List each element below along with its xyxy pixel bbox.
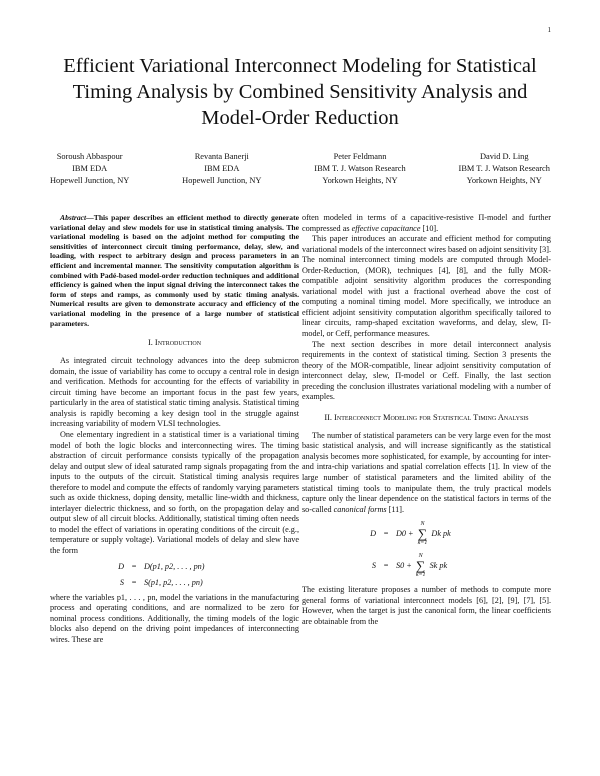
intro-paragraph-3: where the variables p1, . . . , pn, model the variations in the manufacturing process and operating conditions, and are normalized to be zero for nominal process conditions. Additionally, the timing models of the logic blocks also depend on the driving point impedances of interconnecting wires. These are (50, 592, 299, 644)
equation-lhs: D (118, 561, 124, 571)
equation-operator: = (383, 529, 389, 539)
equation-rhs: S(p1, p2, . . . , pn) (144, 577, 203, 587)
abstract (50, 213, 299, 328)
left-column (50, 213, 299, 645)
equation-term: Dk pk (431, 529, 451, 539)
emphasis: canonical forms (333, 504, 387, 514)
equation-operator: = (383, 561, 389, 571)
intro-paragraph-1: As integrated circuit technology advances into the deep submicron domain, the issue of variability has come to occupy a central role in design and verification. Methods for accounting for the effects of variability in circuit timing have become an important focus in the past few years, particularly in the area of statistical static timing analysis. Statistical timing analysis is rapidly becoming a key design tool in the struggle against increasing variability of modern VLSI technologies. (50, 356, 299, 429)
abstract-label: Abstract (60, 213, 87, 222)
equation-term: Sk pk (429, 561, 448, 571)
author-3 (314, 151, 405, 187)
intro-paragraph-2: One elementary ingredient in a statistical timer is a variational timing model of both the logic blocks and interconnecting wires. The timing abstraction of circuit performance consists typically of the propagation delay and output slew of ideal saturated ramp signals propagating from the inputs to the outputs of the circuit. Statistical timing analysis requires therefore to model and compute the effects of randomly varying parameters such as oxide thickness, doping density, metallic line-width and thickness, interlayer dielectric thickness, and so forth, on the propagation delay and output slew of all circuit blocks. Additionally, statistical timing often needs to model the effect of variations in operating conditions of the circuit (e.g., temperature or supply voltage). Variational models of delay and slew have the form (50, 429, 299, 555)
sum-lower-limit: k=1 (415, 572, 426, 579)
right-paragraph-3: The next section describes in more detail interconnect analysis requirements in the context of statistical timing. Section 3 presents the theory of the MOR-compatible, linear adjoint sensitivity computation of interconnect delay, slew, Π-model or Ceff. Finally, the last section preceding the conclusion illustrates variational modeling with a number of examples. (302, 339, 551, 402)
equation-rhs (396, 553, 551, 579)
author-affiliation: IBM T. J. Watson Research (458, 164, 550, 173)
author-location: Yorkown Heights, NY (322, 176, 398, 185)
right-column (302, 213, 551, 627)
sum-upper-limit: N (418, 553, 423, 560)
author-4 (459, 151, 550, 187)
sum-upper-limit: N (420, 521, 425, 528)
equation-rhs (396, 521, 551, 547)
equation-lhs: S (119, 577, 124, 587)
summation (416, 553, 426, 579)
section2-paragraph-2: The existing literature proposes a number of methods to compute more general forms of variational interconnect models [6], [2], [9], [7], [5]. However, when the target is just the canonical form, the linear coefficients are obtainable from the (302, 585, 551, 626)
author-location: Hopewell Junction, NY (50, 176, 130, 185)
equation-canonical-delay (302, 521, 551, 547)
abstract-text: —This paper describes an efficient method to directly generate variational delay and slew models for use in statistical timing analysis. The variational modeling is based on the adjoint method for computing the sensitivities of interconnect circuit timing performance, delay, slew, and loading, with respect to arbitrary design and process parameters in an efficient and incremental manner. The sensitivity computation algorithm is combined with Padé-based model-order reduction techniques and additional efficiency is gained when the input signal driving the interconnect takes the form of steps and ramps, as commonly used by static timing analysis. Numerical results are given to demonstrate accuracy and efficiency of the variational modeling in the presence of a large number of statistical parameters. (50, 213, 299, 328)
author-name: David D. Ling (479, 152, 529, 161)
page-number: 1 (547, 26, 551, 34)
author-affiliation: IBM EDA (204, 164, 240, 173)
section2-paragraph-1 (302, 431, 551, 515)
author-affiliation: IBM T. J. Watson Research (314, 164, 406, 173)
equation-lhs: D (370, 529, 376, 539)
author-1 (50, 151, 129, 187)
section-heading-introduction: I. Introduction (147, 338, 202, 348)
author-2 (182, 151, 261, 187)
sigma-icon: ∑ (417, 526, 428, 542)
equation-base: S0 + (396, 561, 412, 571)
author-location: Hopewell Junction, NY (182, 176, 262, 185)
equation-rhs: D(p1, p2, . . . , pn) (144, 561, 205, 571)
equation-lhs: S (371, 561, 376, 571)
author-name: Revanta Banerji (194, 152, 249, 161)
equation-operator: = (131, 577, 137, 587)
right-paragraph-1 (302, 213, 551, 234)
text-span: [10]. (420, 223, 439, 233)
sigma-icon: ∑ (416, 558, 426, 574)
author-location: Yorkown Heights, NY (466, 176, 542, 185)
author-affiliation: IBM EDA (72, 164, 108, 173)
equation-operator: = (131, 561, 137, 571)
section-heading-interconnect-modeling: II. Interconnect Modeling for Statistical Timing Analysis (324, 412, 529, 422)
author-block (50, 151, 550, 187)
equation-base: D0 + (396, 529, 414, 539)
text-span: often modeled in terms of a capacitive-resistive Π-model and further compressed as (302, 213, 551, 233)
equation-delay (50, 561, 299, 573)
emphasis: effective capacitance (351, 223, 421, 233)
paper-title: Efficient Variational Interconnect Modeling for Statistical Timing Analysis by Combined Sensitivity Analysis and Model-Order Reduction (63, 55, 537, 129)
equation-slew (50, 577, 299, 589)
author-name: Soroush Abbaspour (56, 152, 123, 161)
equation-canonical-slew (302, 553, 551, 579)
text-span: [11]. (386, 504, 405, 514)
text-span: The number of statistical parameters can be very large even for the most basic statistical analysis, and will increase significantly as the statistical analysis becomes more sophisticated, for example, by accounting for inter- and intra-chip variations and spatial correlation effects [1]. In view of the large number of statistical parameters and the limited ability of the statistical timing tools to manipulate them, the truly practical models capture only the linear dependence on the statistical factors in terms of the so-called (302, 430, 551, 514)
right-paragraph-2: This paper introduces an accurate and efficient method for computing variational models of the interconnect wires based on adjoint sensitivity [3]. The nominal interconnect timing models are computed through Model-Order-Reduction, (MOR), techniques [4], [8], and the fully MOR-compatible adjoint sensitivity algorithm produces the corresponding variational model with just a fractional overhead above the cost of computing a nominal timing model. More specifically, we introduce an efficient adjoint sensitivity computation algorithm specifically tailored to linear circuits, ramp-shaped excitation waveforms, and delay, slew, Π-model, or Ceff, performance measures. (302, 234, 551, 339)
author-name: Peter Feldmann (333, 152, 387, 161)
sum-lower-limit: k=1 (417, 540, 428, 547)
summation (418, 521, 428, 547)
